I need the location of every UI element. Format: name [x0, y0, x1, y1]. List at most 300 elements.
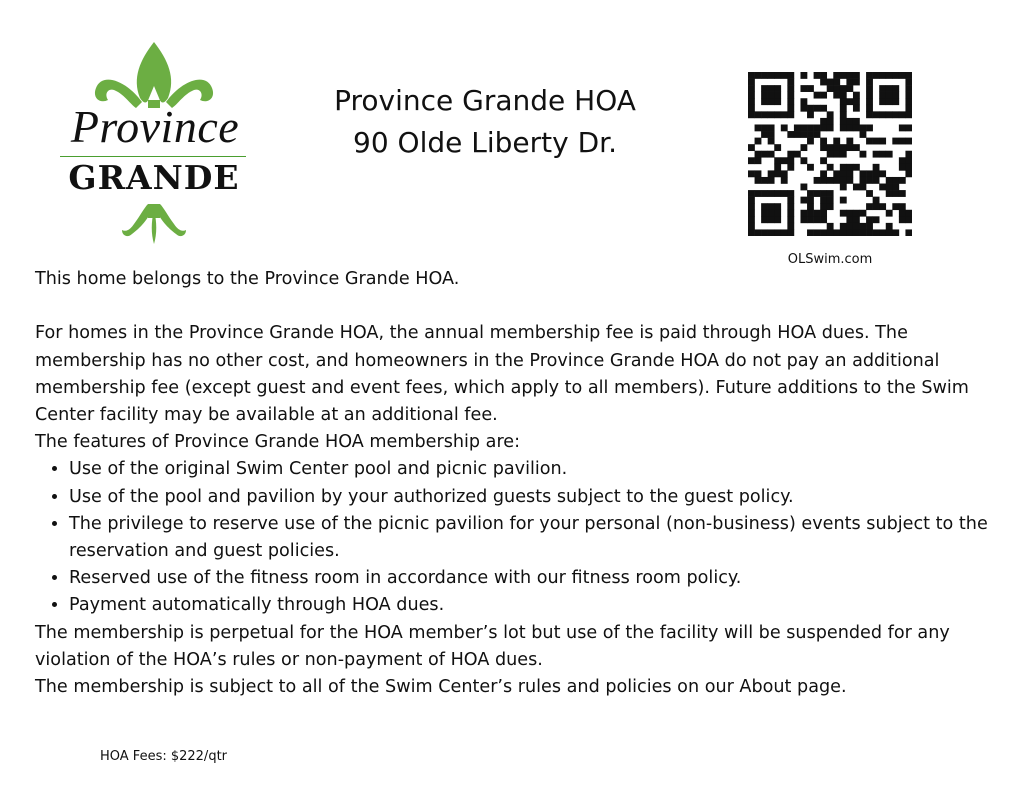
features-heading: The features of Province Grande HOA membership are:	[35, 432, 521, 453]
qr-module	[833, 138, 840, 145]
qr-module	[866, 98, 873, 105]
qr-module	[866, 223, 873, 230]
qr-module	[886, 85, 893, 92]
qr-module	[899, 111, 906, 118]
logo-word-grande: GRANDE	[68, 158, 240, 197]
qr-module	[768, 98, 775, 105]
qr-module	[755, 138, 762, 145]
qr-module	[853, 92, 860, 99]
title-line-2: 90 Olde Liberty Dr.	[353, 126, 617, 159]
qr-module	[827, 151, 834, 158]
qr-module	[905, 216, 912, 223]
qr-module	[833, 85, 840, 92]
qr-module	[905, 111, 912, 118]
qr-module	[840, 223, 847, 230]
qr-module	[866, 111, 873, 118]
qr-module	[860, 223, 867, 230]
qr-module	[820, 190, 827, 197]
qr-module	[787, 92, 794, 99]
qr-module	[873, 203, 880, 210]
qr-module	[853, 79, 860, 86]
qr-module	[853, 210, 860, 217]
qr-module	[781, 111, 788, 118]
qr-module	[748, 216, 755, 223]
qr-module	[755, 124, 762, 131]
qr-module	[827, 190, 834, 197]
qr-module	[761, 216, 768, 223]
list-item: • The privilege to reserve use of the picnic pavilion for your personal (non-business) events subject to the reservation and guest policies.	[69, 511, 1000, 565]
intro-paragraph: This home belongs to the Province Grande HOA.	[35, 269, 460, 289]
qr-module	[899, 210, 906, 217]
qr-module	[807, 229, 814, 236]
qr-module	[820, 177, 827, 184]
qr-module	[827, 85, 834, 92]
qr-caption: OLSwim.com	[787, 252, 873, 267]
qr-module	[833, 170, 840, 177]
qr-module	[833, 229, 840, 236]
qr-module	[905, 151, 912, 158]
qr-module	[886, 92, 893, 99]
qr-module	[840, 170, 847, 177]
qr-module	[892, 98, 899, 105]
qr-module	[833, 151, 840, 158]
qr-module	[820, 197, 827, 204]
qr-module	[905, 229, 912, 236]
qr-module	[768, 131, 775, 138]
qr-module	[846, 138, 853, 145]
list-item: • Payment automatically through HOA dues.	[69, 592, 1000, 619]
qr-module	[807, 85, 814, 92]
qr-module	[892, 184, 899, 191]
qr-module	[846, 144, 853, 151]
qr-module	[748, 92, 755, 99]
qr-module	[840, 177, 847, 184]
qr-module	[814, 131, 821, 138]
province-grande-logo	[56, 38, 252, 248]
qr-module	[899, 164, 906, 171]
qr-module	[853, 164, 860, 171]
qr-module	[873, 164, 880, 171]
qr-module	[840, 229, 847, 236]
qr-module	[833, 92, 840, 99]
qr-module	[853, 216, 860, 223]
qr-module	[787, 203, 794, 210]
qr-module	[807, 138, 814, 145]
list-item: • Use of the pool and pavilion by your authorized guests subject to the guest policy.	[69, 484, 1000, 511]
qr-module	[748, 190, 755, 197]
qr-module	[807, 210, 814, 217]
qr-module	[886, 72, 893, 79]
qr-module	[800, 72, 807, 79]
qr-module	[866, 79, 873, 86]
qr-module	[866, 92, 873, 99]
qr-module	[905, 98, 912, 105]
qr-module	[879, 111, 886, 118]
qr-module	[827, 229, 834, 236]
qr-module	[768, 229, 775, 236]
logo-word-province: Province	[70, 101, 240, 152]
qr-module	[768, 210, 775, 217]
qr-module	[820, 210, 827, 217]
qr-module	[761, 111, 768, 118]
qr-module	[755, 190, 762, 197]
qr-module	[873, 170, 880, 177]
qr-module	[840, 144, 847, 151]
qr-module	[866, 124, 873, 131]
qr-module	[853, 105, 860, 112]
qr-module	[820, 138, 827, 145]
qr-module	[860, 124, 867, 131]
qr-module	[800, 105, 807, 112]
qr-module	[892, 177, 899, 184]
qr-module	[840, 111, 847, 118]
qr-module	[879, 184, 886, 191]
qr-module	[899, 177, 906, 184]
qr-module	[748, 210, 755, 217]
qr-module	[774, 72, 781, 79]
qr-module	[886, 210, 893, 217]
qr-module	[774, 190, 781, 197]
qr-module	[905, 157, 912, 164]
qr-module	[761, 190, 768, 197]
qr-module	[860, 177, 867, 184]
qr-module	[774, 170, 781, 177]
qr-module	[905, 72, 912, 79]
qr-module	[755, 157, 762, 164]
qr-module	[860, 151, 867, 158]
qr-module	[748, 111, 755, 118]
qr-module	[846, 124, 853, 131]
qr-module	[774, 216, 781, 223]
qr-module	[846, 164, 853, 171]
qr-module	[761, 131, 768, 138]
qr-module	[787, 85, 794, 92]
qr-module	[807, 105, 814, 112]
qr-module	[807, 164, 814, 171]
qr-module	[807, 131, 814, 138]
qr-module	[840, 85, 847, 92]
qr-module	[846, 85, 853, 92]
qr-module	[905, 138, 912, 145]
qr-module	[879, 170, 886, 177]
qr-module	[840, 72, 847, 79]
qr-module	[774, 164, 781, 171]
qr-module	[787, 111, 794, 118]
qr-module	[846, 177, 853, 184]
qr-module	[840, 118, 847, 125]
qr-module	[774, 210, 781, 217]
qr-module	[820, 105, 827, 112]
qr-module	[748, 203, 755, 210]
qr-module	[853, 118, 860, 125]
qr-module	[873, 151, 880, 158]
qr-module	[814, 216, 821, 223]
qr-module	[814, 229, 821, 236]
qr-module	[814, 177, 821, 184]
qr-module	[899, 190, 906, 197]
fee-paragraph: For homes in the Province Grande HOA, the annual membership fee is paid through HOA dues. The membership has no other cost, and homeowners in the Province Grande HOA do not pay an additional membership fee (except guest and event fees, which apply to all members). Future additions to the Swim Center facility may be available at an additional fee.	[35, 323, 969, 425]
qr-module	[774, 229, 781, 236]
qr-module	[820, 118, 827, 125]
qr-module	[748, 197, 755, 204]
qr-module	[787, 151, 794, 158]
qr-module	[807, 111, 814, 118]
qr-module	[879, 138, 886, 145]
qr-module	[892, 92, 899, 99]
logo-divider	[60, 156, 246, 157]
qr-module	[846, 118, 853, 125]
qr-module	[807, 190, 814, 197]
qr-module	[748, 72, 755, 79]
qr-module	[840, 92, 847, 99]
qr-module	[787, 190, 794, 197]
qr-module	[807, 203, 814, 210]
qr-module	[820, 216, 827, 223]
qr-module	[768, 124, 775, 131]
qr-module	[866, 72, 873, 79]
qr-module	[814, 72, 821, 79]
qr-module	[827, 203, 834, 210]
qr-module	[774, 92, 781, 99]
qr-module	[748, 170, 755, 177]
qr-module	[814, 105, 821, 112]
qr-module	[748, 85, 755, 92]
qr-module	[840, 151, 847, 158]
qr-module	[879, 151, 886, 158]
qr-module	[794, 131, 801, 138]
page-title	[270, 80, 700, 164]
qr-module	[866, 216, 873, 223]
qr-module	[800, 157, 807, 164]
qr-module	[774, 85, 781, 92]
qr-module	[873, 229, 880, 236]
qr-module	[886, 229, 893, 236]
qr-module	[866, 105, 873, 112]
qr-module	[860, 170, 867, 177]
qr-module	[846, 216, 853, 223]
qr-module	[905, 210, 912, 217]
qr-module	[860, 229, 867, 236]
qr-module	[814, 124, 821, 131]
qr-module	[800, 210, 807, 217]
qr-module	[853, 229, 860, 236]
qr-module	[879, 229, 886, 236]
qr-module	[761, 229, 768, 236]
qr-module	[820, 170, 827, 177]
qr-module	[787, 79, 794, 86]
qr-module	[860, 131, 867, 138]
qr-module	[794, 151, 801, 158]
qr-module	[820, 157, 827, 164]
qr-module	[899, 203, 906, 210]
qr-module	[820, 124, 827, 131]
qr-module	[800, 124, 807, 131]
qr-module	[781, 157, 788, 164]
qr-module	[886, 184, 893, 191]
qr-module	[886, 98, 893, 105]
qr-module	[873, 216, 880, 223]
qr-module	[846, 79, 853, 86]
qr-module	[886, 151, 893, 158]
hoa-fees: HOA Fees: $222/qtr	[100, 749, 228, 764]
list-item: • Reserved use of the fitness room in accordance with our fitness room policy.	[69, 565, 1000, 592]
qr-module	[905, 85, 912, 92]
qr-module	[873, 177, 880, 184]
qr-module	[879, 98, 886, 105]
qr-module	[886, 111, 893, 118]
qr-module	[768, 203, 775, 210]
qr-module	[761, 177, 768, 184]
qr-code-icon	[748, 72, 912, 236]
qr-module	[899, 124, 906, 131]
qr-module	[748, 157, 755, 164]
qr-module	[827, 79, 834, 86]
qr-module	[866, 138, 873, 145]
qr-module	[905, 105, 912, 112]
qr-module	[879, 203, 886, 210]
qr-module	[800, 144, 807, 151]
qr-module	[787, 216, 794, 223]
qr-module	[886, 223, 893, 230]
qr-module	[827, 118, 834, 125]
qr-module	[761, 98, 768, 105]
qr-module	[905, 79, 912, 86]
qr-module	[860, 184, 867, 191]
qr-module	[748, 105, 755, 112]
qr-module	[800, 131, 807, 138]
qr-module	[879, 92, 886, 99]
qr-module	[892, 85, 899, 92]
qr-module	[886, 190, 893, 197]
qr-module	[866, 177, 873, 184]
qr-module	[768, 216, 775, 223]
qr-module	[820, 144, 827, 151]
qr-module	[761, 210, 768, 217]
qr-module	[820, 72, 827, 79]
qr-module	[781, 124, 788, 131]
qr-module	[800, 98, 807, 105]
qr-module	[873, 197, 880, 204]
features-list	[35, 456, 1000, 619]
qr-module	[892, 111, 899, 118]
qr-module	[814, 92, 821, 99]
qr-module	[761, 151, 768, 158]
qr-module	[879, 85, 886, 92]
qr-module	[794, 124, 801, 131]
qr-module	[807, 124, 814, 131]
qr-module	[853, 144, 860, 151]
qr-module	[768, 111, 775, 118]
qr-module	[748, 229, 755, 236]
qr-module	[761, 124, 768, 131]
qr-module	[899, 216, 906, 223]
qr-module	[748, 79, 755, 86]
qr-module	[787, 98, 794, 105]
qr-module	[755, 151, 762, 158]
qr-module	[787, 131, 794, 138]
qr-module	[827, 164, 834, 171]
qr-module	[840, 98, 847, 105]
qr-module	[892, 203, 899, 210]
qr-module	[787, 72, 794, 79]
qr-module	[827, 144, 834, 151]
qr-module	[755, 111, 762, 118]
qr-module	[820, 79, 827, 86]
qr-module	[866, 229, 873, 236]
qr-module	[774, 157, 781, 164]
qr-module	[905, 164, 912, 171]
qr-module	[820, 229, 827, 236]
qr-module	[827, 111, 834, 118]
qr-module	[846, 210, 853, 217]
qr-module	[840, 197, 847, 204]
qr-module	[840, 105, 847, 112]
qr-module	[853, 223, 860, 230]
qr-module	[873, 111, 880, 118]
qr-module	[866, 170, 873, 177]
qr-module	[873, 138, 880, 145]
qr-module	[761, 72, 768, 79]
qr-module	[768, 138, 775, 145]
qr-module	[833, 72, 840, 79]
rules-paragraph: The membership is subject to all of the Swim Center’s rules and policies on our About page.	[35, 677, 847, 698]
qr-module	[853, 184, 860, 191]
qr-module	[892, 138, 899, 145]
qr-module	[748, 223, 755, 230]
qr-module	[866, 203, 873, 210]
qr-module	[781, 177, 788, 184]
qr-module	[846, 72, 853, 79]
qr-module	[768, 85, 775, 92]
qr-module	[827, 177, 834, 184]
qr-module	[846, 170, 853, 177]
qr-module	[827, 197, 834, 204]
qr-module	[840, 164, 847, 171]
perpetual-paragraph: The membership is perpetual for the HOA member’s lot but use of the facility will be suspended for any violation of the HOA’s rules or non-payment of HOA dues.	[35, 622, 950, 670]
qr-module	[800, 197, 807, 204]
qr-module	[846, 229, 853, 236]
qr-module	[899, 157, 906, 164]
qr-module	[768, 170, 775, 177]
qr-module	[827, 124, 834, 131]
qr-code[interactable]	[748, 72, 912, 236]
qr-module	[892, 229, 899, 236]
qr-module	[905, 92, 912, 99]
qr-module	[774, 203, 781, 210]
qr-module	[833, 79, 840, 86]
qr-module	[781, 170, 788, 177]
qr-module	[768, 92, 775, 99]
qr-module	[787, 210, 794, 217]
qr-module	[800, 184, 807, 191]
title-line-1: Province Grande HOA	[334, 84, 636, 117]
qr-module	[814, 190, 821, 197]
list-item: • Use of the original Swim Center pool and picnic pavilion.	[69, 456, 1000, 483]
qr-module	[787, 197, 794, 204]
qr-module	[846, 98, 853, 105]
qr-module	[827, 223, 834, 230]
qr-module	[761, 85, 768, 92]
qr-module	[755, 229, 762, 236]
qr-module	[761, 92, 768, 99]
qr-module	[774, 111, 781, 118]
qr-module	[853, 98, 860, 105]
qr-module	[787, 229, 794, 236]
qr-module	[787, 223, 794, 230]
qr-module	[840, 124, 847, 131]
qr-module	[846, 223, 853, 230]
qr-module	[840, 210, 847, 217]
